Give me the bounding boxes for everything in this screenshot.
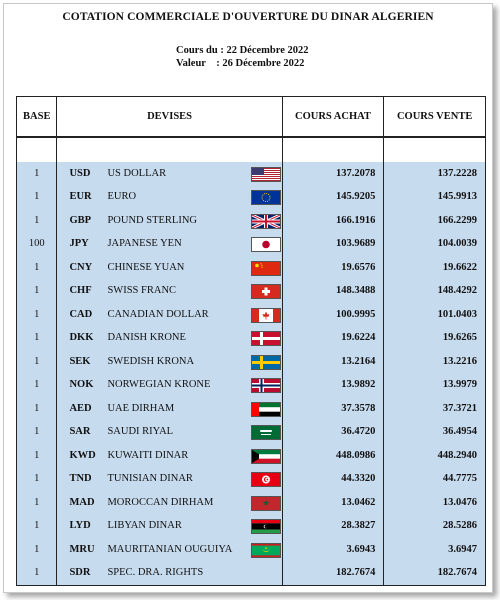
libya-flag-icon xyxy=(251,519,281,534)
swiss-flag-icon xyxy=(251,284,281,299)
sell-rate-cell: 137.2228 xyxy=(384,162,486,186)
tunisia-flag-icon xyxy=(251,472,281,487)
currency-name: SWISS FRANC xyxy=(107,285,177,296)
base-cell: 1 xyxy=(17,373,57,397)
table-row xyxy=(17,491,486,515)
sell-rate-cell: 19.6265 xyxy=(384,326,486,350)
canada-flag-icon xyxy=(251,308,281,323)
base-cell: 1 xyxy=(17,561,57,585)
currency-code: CHF xyxy=(69,285,92,296)
table-row xyxy=(17,538,486,562)
exchange-rates-table xyxy=(16,96,486,586)
table-row xyxy=(17,373,486,397)
buy-rate-cell: 166.1916 xyxy=(282,209,384,233)
currency-code: MRU xyxy=(69,543,95,555)
buy-rate-cell: 137.2078 xyxy=(282,162,384,186)
currency-code: USD xyxy=(69,167,91,179)
china-flag-icon xyxy=(251,261,281,276)
buy-rate-cell: 100.9995 xyxy=(282,303,384,327)
currency-code: NOK xyxy=(69,379,94,390)
buy-rate-cell: 36.4720 xyxy=(282,420,384,444)
currency-cell xyxy=(57,444,282,468)
currency-cell xyxy=(57,350,282,374)
currency-name: MOROCCAN DIRHAM xyxy=(107,496,214,508)
buy-rate-cell: 448.0986 xyxy=(282,444,384,468)
currency-cell xyxy=(57,256,282,280)
norway-flag-icon xyxy=(251,378,281,393)
currency-name: TUNISIAN DINAR xyxy=(107,473,193,484)
buy-rate-cell: 148.3488 xyxy=(282,279,384,303)
currency-code: TND xyxy=(69,473,92,484)
uae-flag-icon xyxy=(251,402,281,417)
currency-cell xyxy=(57,373,282,397)
column-header-base: BASE xyxy=(17,97,57,138)
currency-cell xyxy=(57,209,282,233)
base-cell: 1 xyxy=(17,420,57,444)
value-date: Valeur : 26 Décembre 2022 xyxy=(176,58,305,69)
currency-code: CNY xyxy=(69,261,93,273)
buy-rate-cell: 145.9205 xyxy=(282,185,384,209)
base-cell: 1 xyxy=(17,397,57,421)
currency-cell xyxy=(57,303,282,327)
currency-name: SPEC. DRA. RIGHTS xyxy=(107,567,204,578)
base-cell: 1 xyxy=(17,538,57,562)
currency-code: JPY xyxy=(69,238,89,249)
document-title: COTATION COMMERCIALE D'OUVERTURE DU DINAR ALGERIEN xyxy=(62,11,434,23)
currency-name: POUND STERLING xyxy=(107,214,198,226)
currency-code: CAD xyxy=(69,308,93,320)
currency-code: SAR xyxy=(69,426,91,437)
currency-name: MAURITANIAN OUGUIYA xyxy=(107,543,233,555)
currency-code: KWD xyxy=(69,449,96,461)
table-row xyxy=(17,444,486,468)
table-row xyxy=(17,326,486,350)
date-block xyxy=(176,44,309,70)
table-row xyxy=(17,256,486,280)
sell-rate-cell: 3.6947 xyxy=(384,538,486,562)
currency-name: SWEDISH KRONA xyxy=(107,355,195,367)
currency-cell xyxy=(57,185,282,209)
base-cell: 100 xyxy=(17,232,57,256)
currency-name: CHINESE YUAN xyxy=(107,261,185,273)
table-row xyxy=(17,162,486,186)
uk-flag-icon xyxy=(251,214,281,229)
sell-rate-cell: 148.4292 xyxy=(384,279,486,303)
base-cell: 1 xyxy=(17,185,57,209)
sell-rate-cell: 104.0039 xyxy=(384,232,486,256)
sell-rate-cell: 13.9979 xyxy=(384,373,486,397)
table-row xyxy=(17,232,486,256)
sell-rate-cell: 145.9913 xyxy=(384,185,486,209)
table-row xyxy=(17,514,486,538)
currency-cell xyxy=(57,561,282,585)
base-cell: 1 xyxy=(17,279,57,303)
currency-code: SDR xyxy=(69,567,91,578)
currency-name: KUWAITI DINAR xyxy=(107,449,189,461)
table-row xyxy=(17,397,486,421)
quotation-date: Cours du : 22 Décembre 2022 xyxy=(176,45,309,56)
sell-rate-cell: 182.7674 xyxy=(384,561,486,585)
base-cell: 1 xyxy=(17,514,57,538)
currency-cell xyxy=(57,279,282,303)
sweden-flag-icon xyxy=(251,355,281,370)
base-cell: 1 xyxy=(17,326,57,350)
sell-rate-cell: 36.4954 xyxy=(384,420,486,444)
currency-cell xyxy=(57,538,282,562)
currency-code: GBP xyxy=(69,214,92,226)
buy-rate-cell: 13.0462 xyxy=(282,491,384,515)
currency-cell xyxy=(57,420,282,444)
base-cell: 1 xyxy=(17,303,57,327)
currency-name: JAPANESE YEN xyxy=(107,238,182,249)
sell-rate-cell: 28.5286 xyxy=(384,514,486,538)
base-cell: 1 xyxy=(17,350,57,374)
currency-code: SEK xyxy=(69,355,91,367)
base-cell: 1 xyxy=(17,491,57,515)
sell-rate-cell: 44.7775 xyxy=(384,467,486,491)
column-header-devises: DEVISES xyxy=(57,97,282,138)
table-row xyxy=(17,185,486,209)
buy-rate-cell: 28.3827 xyxy=(282,514,384,538)
currency-code: EUR xyxy=(69,191,92,202)
currency-name: US DOLLAR xyxy=(107,167,167,179)
base-cell: 1 xyxy=(17,444,57,468)
document-page xyxy=(3,3,493,593)
mauritania-flag-icon xyxy=(251,543,281,558)
currency-name: NORWEGIAN KRONE xyxy=(107,379,211,390)
table-row xyxy=(17,561,486,585)
currency-name: SAUDI RIYAL xyxy=(107,426,174,437)
table-row xyxy=(17,303,486,327)
buy-rate-cell: 37.3578 xyxy=(282,397,384,421)
sell-rate-cell: 13.2216 xyxy=(384,350,486,374)
currency-name: CANADIAN DOLLAR xyxy=(107,308,209,320)
buy-rate-cell: 182.7674 xyxy=(282,561,384,585)
buy-rate-cell: 44.3320 xyxy=(282,467,384,491)
kuwait-flag-icon xyxy=(251,449,281,464)
table-row xyxy=(17,209,486,233)
currency-name: LIBYAN DINAR xyxy=(107,520,182,531)
base-cell: 1 xyxy=(17,256,57,280)
buy-rate-cell: 13.2164 xyxy=(282,350,384,374)
table-row xyxy=(17,420,486,444)
currency-code: DKK xyxy=(69,332,94,343)
currency-cell xyxy=(57,162,282,186)
buy-rate-cell: 19.6224 xyxy=(282,326,384,350)
eu-flag-icon xyxy=(251,190,281,205)
base-cell: 1 xyxy=(17,162,57,186)
sell-rate-cell: 101.0403 xyxy=(384,303,486,327)
currency-code: MAD xyxy=(69,496,95,508)
header-spacer xyxy=(17,137,486,162)
buy-rate-cell: 103.9689 xyxy=(282,232,384,256)
table-row xyxy=(17,279,486,303)
currency-cell xyxy=(57,232,282,256)
saudi-flag-icon xyxy=(251,425,281,440)
column-header-vente: COURS VENTE xyxy=(384,97,486,138)
currency-name: UAE DIRHAM xyxy=(107,402,175,414)
currency-cell xyxy=(57,397,282,421)
sell-rate-cell: 19.6622 xyxy=(384,256,486,280)
base-cell: 1 xyxy=(17,209,57,233)
sell-rate-cell: 448.2940 xyxy=(384,444,486,468)
sell-rate-cell: 13.0476 xyxy=(384,491,486,515)
currency-cell xyxy=(57,491,282,515)
buy-rate-cell: 13.9892 xyxy=(282,373,384,397)
denmark-flag-icon xyxy=(251,331,281,346)
buy-rate-cell: 19.6576 xyxy=(282,256,384,280)
sell-rate-cell: 166.2299 xyxy=(384,209,486,233)
currency-code: AED xyxy=(69,402,92,414)
table-row xyxy=(17,350,486,374)
sell-rate-cell: 37.3721 xyxy=(384,397,486,421)
japan-flag-icon xyxy=(251,237,281,252)
currency-code: LYD xyxy=(69,520,91,531)
currency-name: EURO xyxy=(107,191,137,202)
base-cell: 1 xyxy=(17,467,57,491)
us-flag-icon xyxy=(251,167,281,182)
column-header-achat: COURS ACHAT xyxy=(282,97,384,138)
table-row xyxy=(17,467,486,491)
table-header-row xyxy=(17,97,486,138)
currency-name: DANISH KRONE xyxy=(107,332,186,343)
currency-cell xyxy=(57,467,282,491)
buy-rate-cell: 3.6943 xyxy=(282,538,384,562)
currency-cell xyxy=(57,514,282,538)
morocco-flag-icon xyxy=(251,496,281,511)
currency-cell xyxy=(57,326,282,350)
